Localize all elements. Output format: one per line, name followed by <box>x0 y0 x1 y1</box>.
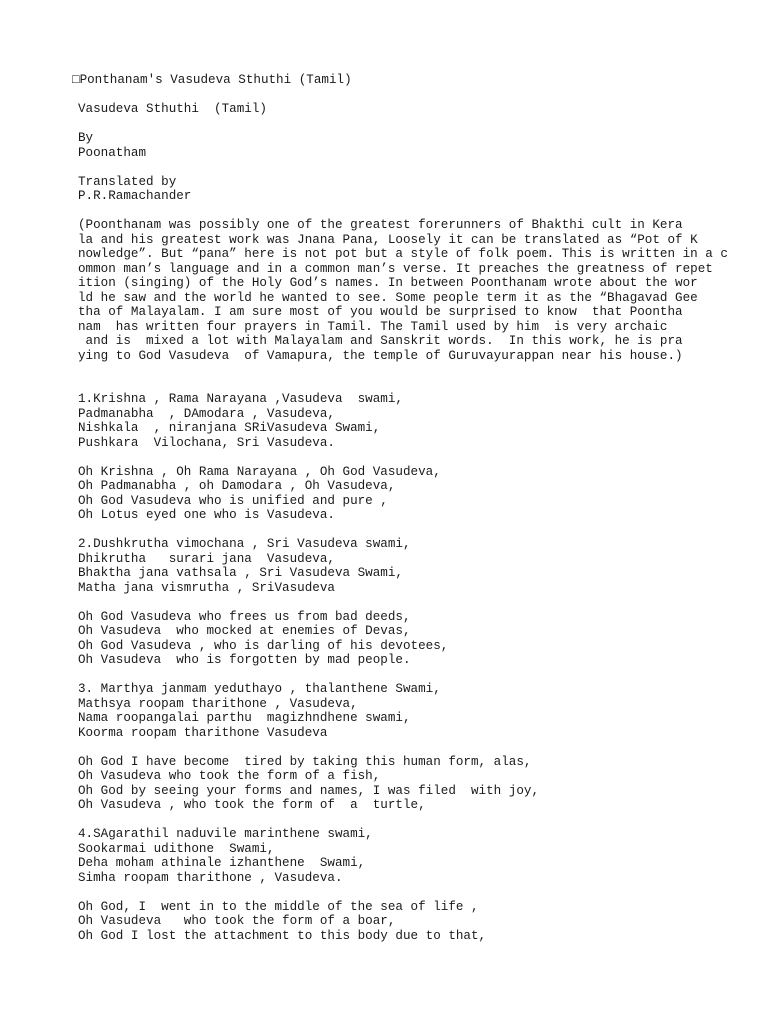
translation-line: Oh God I lost the attachment to this body due to that, <box>78 928 487 943</box>
intro-line: ying to God Vasudeva of Vamapura, the temple of Guruvayurappan near his house.) <box>78 348 683 363</box>
intro-line: ld he saw and the world he wanted to see. Some people term it as the “Bhagavad Gee <box>78 290 698 305</box>
verse-english-stanza <box>78 465 763 523</box>
intro-line: (Poonthanam was possibly one of the greatest forerunners of Bhakthi cult in Kera <box>78 218 683 232</box>
verse-tamil-stanza <box>78 827 763 885</box>
verse-line: Deha moham athinale izhanthene Swami, <box>78 856 366 870</box>
verse-english-stanza <box>78 610 763 668</box>
translation-line: Oh God Vasudeva who frees us from bad deeds, <box>78 609 411 624</box>
intro-line: nowledge”. But “pana” here is not pot but a style of folk poem. This is written in a c <box>78 247 728 261</box>
verse-line: Mathsya roopam tharithone , Vasudeva, <box>78 696 358 711</box>
verse-tamil-stanza <box>78 537 763 595</box>
by-label: By <box>78 131 94 145</box>
translation-line: Oh Vasudeva who took the form of a boar, <box>78 914 396 928</box>
verse-line: Padmanabha , DAmodara , Vasudeva, <box>78 406 335 421</box>
verse-line: 1.Krishna , Rama Narayana ,Vasudeva swami, <box>78 392 403 406</box>
author-name: Poonatham <box>78 145 147 160</box>
verse-line: Simha roopam tharithone , Vasudeva. <box>78 870 343 885</box>
document-subtitle: Vasudeva Sthuthi (Tamil) <box>78 102 267 116</box>
intro-line: and is mixed a lot with Malayalam and Sanskrit words. In this work, he is pra <box>78 334 683 348</box>
verse-2 <box>78 537 763 668</box>
verse-line: Bhaktha jana vathsala , Sri Vasudeva Swami, <box>78 566 403 580</box>
translation-line: Oh God by seeing your forms and names, I was filed with joy, <box>78 783 540 798</box>
verse-line: 4.SAgarathil naduvile marinthene swami, <box>78 827 373 841</box>
intro-line: la and his greatest work was Jnana Pana, Loosely it can be translated as “Pot of K <box>78 232 698 247</box>
intro-line: ition (singing) of the Holy God’s names. In between Poonthanam wrote about the wor <box>78 276 698 290</box>
verse-tamil-stanza <box>78 682 763 740</box>
verse-4 <box>78 827 763 943</box>
translation-line: Oh Vasudeva who took the form of a fish, <box>78 769 381 783</box>
translation-line: Oh Vasudeva who mocked at enemies of Devas, <box>78 624 411 638</box>
translated-by-label: Translated by <box>78 174 177 189</box>
introduction-paragraph <box>78 218 763 363</box>
translation-line: Oh God, I went in to the middle of the sea of life , <box>78 899 479 914</box>
translation-line: Oh Padmanabha , oh Damodara , Oh Vasudeva, <box>78 479 396 493</box>
translator-name: P.R.Ramachander <box>78 189 192 203</box>
translation-line: Oh Krishna , Oh Rama Narayana , Oh God Vasudeva, <box>78 464 441 479</box>
verse-line: Nishkala , niranjana SRiVasudeva Swami, <box>78 421 381 435</box>
verse-3 <box>78 682 763 813</box>
translation-line: Oh God Vasudeva who is unified and pure , <box>78 493 388 508</box>
verse-english-stanza <box>78 900 763 944</box>
missing-glyph-icon: □ <box>72 73 80 87</box>
verse-1 <box>78 392 763 523</box>
verse-line: 2.Dushkrutha vimochana , Sri Vasudeva swami, <box>78 537 411 551</box>
verse-line: Pushkara Vilochana, Sri Vasudeva. <box>78 435 335 450</box>
document-title-line <box>72 73 763 88</box>
verse-english-stanza <box>78 755 763 813</box>
intro-line: tha of Malayalam. I am sure most of you would be surprised to know that Poontha <box>78 305 683 319</box>
verse-line: Dhikrutha surari jana Vasudeva, <box>78 551 335 566</box>
verse-line: 3. Marthya janmam yeduthayo , thalanthene Swami, <box>78 682 441 696</box>
verse-line: Sookarmai udithone Swami, <box>78 841 275 856</box>
translation-line: Oh God I have become tired by taking this human form, alas, <box>78 754 532 769</box>
intro-line: ommon man’s language and in a common man’s verse. It preaches the greatness of repet <box>78 261 713 276</box>
verse-tamil-stanza <box>78 392 763 450</box>
translation-line: Oh Vasudeva , who took the form of a turtle, <box>78 798 426 812</box>
document-page <box>72 73 763 943</box>
verse-line: Koorma roopam tharithone Vasudeva <box>78 725 328 740</box>
verse-line: Nama roopangalai parthu magizhndhene swami, <box>78 711 411 725</box>
verse-line: Matha jana vismrutha , SriVasudeva <box>78 580 335 595</box>
translation-line: Oh Lotus eyed one who is Vasudeva. <box>78 508 335 522</box>
translation-line: Oh Vasudeva who is forgotten by mad people. <box>78 653 411 667</box>
translation-line: Oh God Vasudeva , who is darling of his devotees, <box>78 638 449 653</box>
intro-line: nam has written four prayers in Tamil. The Tamil used by him is very archaic <box>78 319 668 334</box>
document-title: Ponthanam's Vasudeva Sthuthi (Tamil) <box>79 73 352 87</box>
